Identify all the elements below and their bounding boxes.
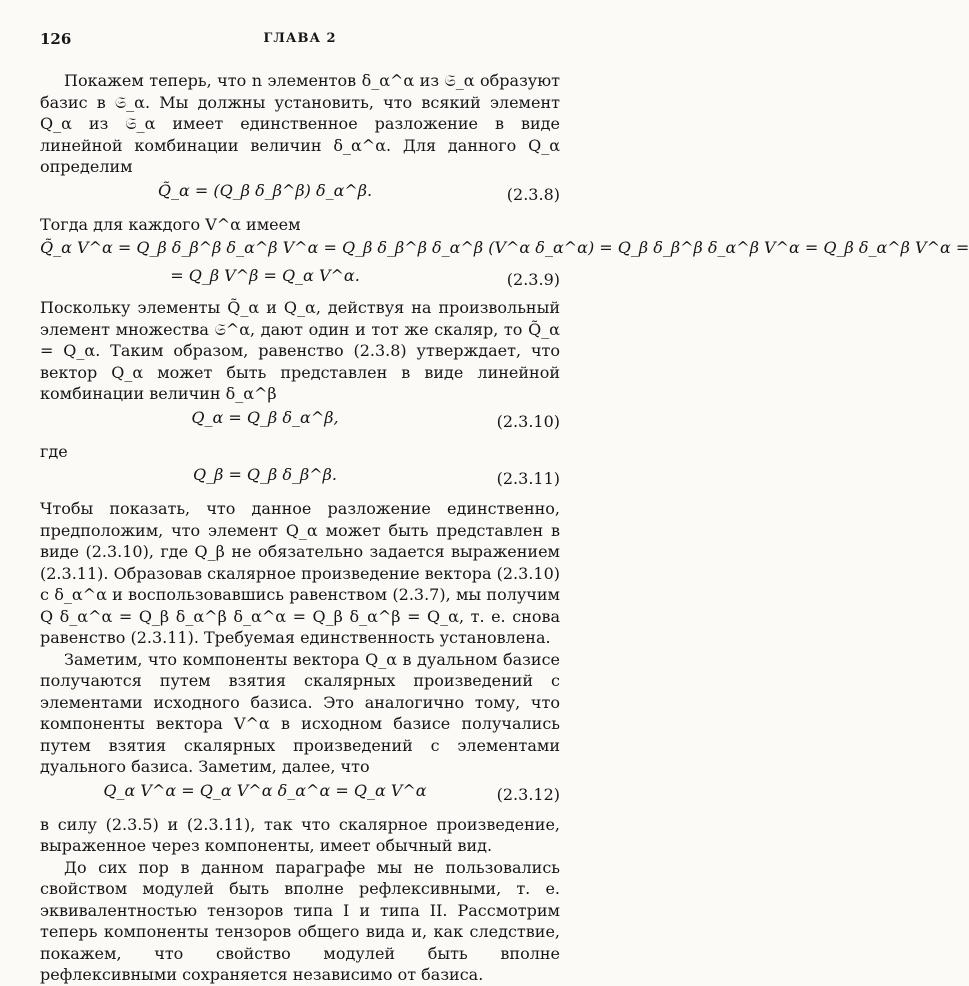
equation-number: (2.3.10): [496, 411, 560, 431]
paragraph-2: Тогда для каждого V^α имеем: [40, 214, 301, 234]
paragraph-6: Заметим, что компоненты вектора Q_α в дуальном базисе получаются путем взятия скалярных произведений с элементами исходного базиса. Это аналогично тому, что компоненты вектора V^α в исходном базисе получались путем взятия скалярных произведений с элементами дуального базиса. Заметим, далее, что: [40, 649, 560, 776]
equation-2-3-11: [40, 465, 560, 495]
equation-number: (2.3.11): [496, 469, 560, 488]
paragraph-1: Покажем теперь, что n элементов δ_α^α из 𝔖_α образуют базис в 𝔖_α. Мы должны установить, что всякий элемент Q_α из 𝔖_α имеет единственное разложение в виде линейной комбинации величин δ_α^α. Для данного Q_α определим: [40, 71, 560, 176]
equation-formula: Q_β = Q_β δ_β^β.: [192, 465, 338, 484]
equation-2-3-9: [40, 238, 969, 294]
equation-formula: Q_α = Q_β δ_α^β,: [191, 407, 339, 427]
paragraph-4: где: [40, 441, 68, 461]
paragraph-5: Чтобы показать, что данное разложение единственно, предположим, что элемент Q_α может быть представлен в виде (2.3.10), где Q_β не обязательно задается выражением (2.3.11). Образовав скалярное произведение вектора (2.3.10) с δ_α^α и воспользовавшись равенством (2.3.7), мы получим Q δ_α^α = Q_β δ_α^β δ_α^α = Q_β δ_α^β = Q_α, т. е. снова равенство (2.3.11). Требуемая единственность установлена.: [40, 499, 560, 647]
page-body: [40, 70, 969, 986]
chapter-title: ГЛАВА 2: [263, 31, 337, 46]
equation-formula-line2: = Q_β V^β = Q_α V^α.: [170, 266, 360, 285]
equation-2-3-12: [40, 781, 560, 811]
equation-number: (2.3.9): [506, 270, 560, 289]
equation-formula-line1: Q̃_α V^α = Q_β δ_β^β δ_α^β V^α = Q_β δ_β^β δ_α^β (V^α δ_α^α) = Q_β δ_β^β δ_α^β V^α = Q_β δ_α^β V^α =: [40, 238, 969, 257]
equation-number: (2.3.12): [496, 784, 560, 804]
paragraph-8: До сих пор в данном параграфе мы не пользовались свойством модулей быть вполне рефлексивными, т. е. эквивалентностью тензоров типа I и типа II. Рассмотрим теперь компоненты тензоров общего вида и, как следствие, покажем, что свойство модулей быть вполне рефлексивными сохраняется независимо от базиса.: [40, 857, 560, 984]
paragraph-7: в силу (2.3.5) и (2.3.11), так что скалярное произведение, выраженное через компоненты, имеет обычный вид.: [40, 814, 560, 855]
equation-2-3-8: [40, 181, 560, 211]
page-number: 126: [40, 30, 72, 48]
paragraph-3: Поскольку элементы Q̃_α и Q_α, действуя на произвольный элемент множества 𝔖^α, дают один и тот же скаляр, то Q̃_α = Q_α. Таким образом, равенство (2.3.8) утверждает, что вектор Q_α может быть представлен в виде линейной комбинации величин δ_α^β: [40, 298, 560, 403]
equation-number: (2.3.8): [506, 184, 560, 204]
equation-formula: Q_α V^α = Q_α V^α δ_α^α = Q_α V^α: [103, 780, 427, 800]
equation-2-3-10: [40, 408, 560, 438]
page-header: [40, 30, 560, 50]
equation-formula: Q̃_α = (Q_β δ_β^β) δ_α^β.: [157, 180, 373, 200]
